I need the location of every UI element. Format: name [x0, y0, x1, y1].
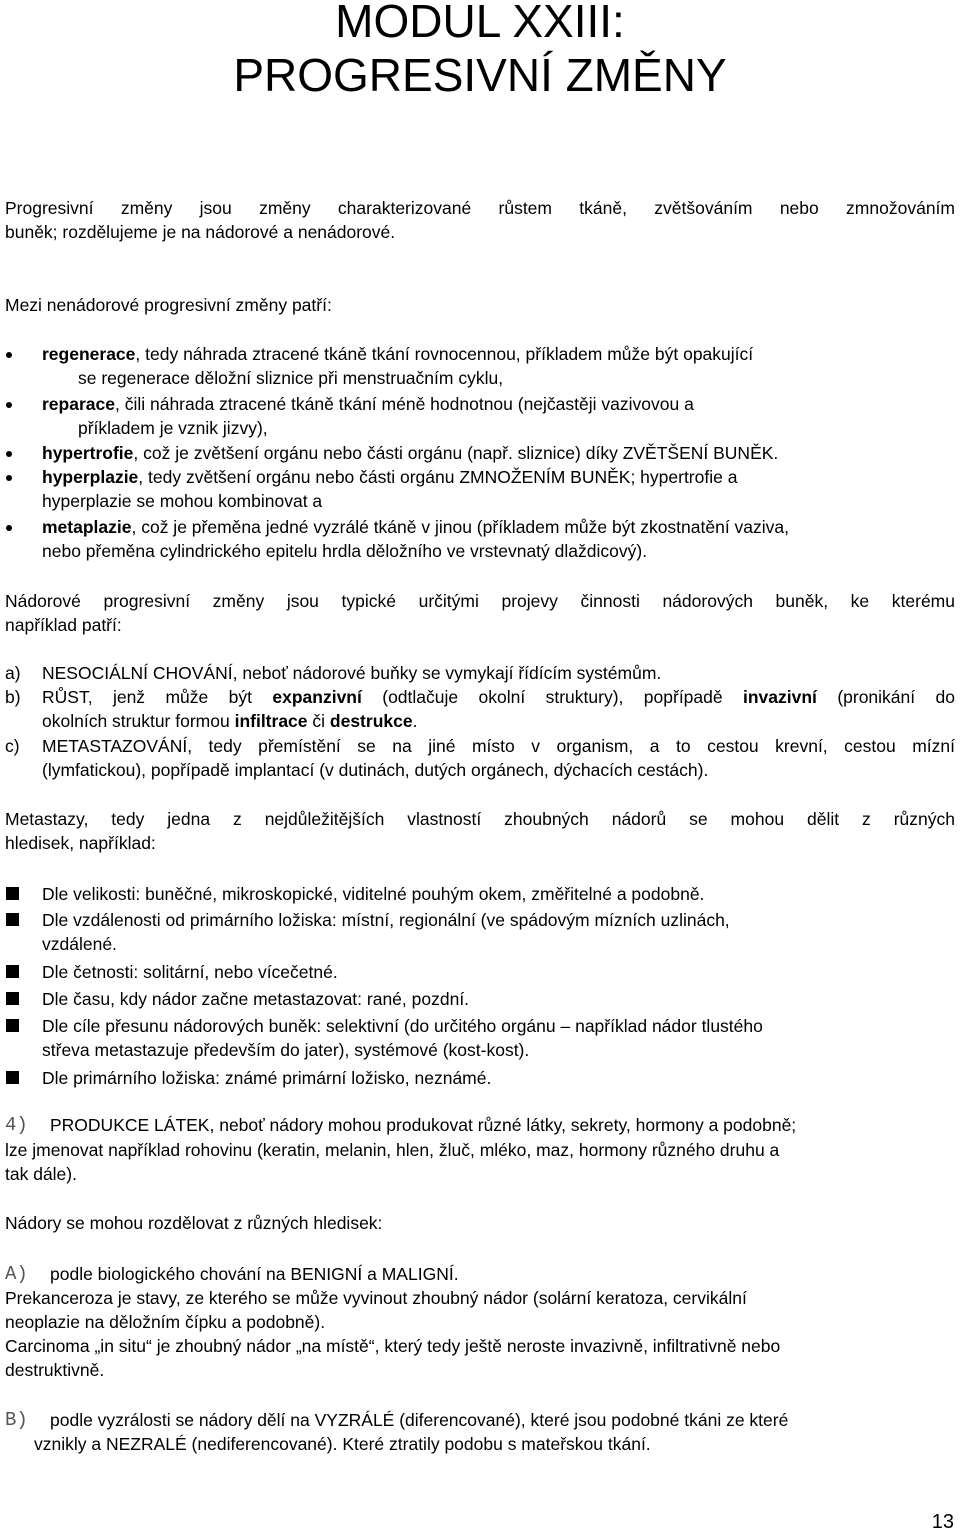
list-marker: a) [5, 663, 21, 683]
neo-item-c: METASTAZOVÁNÍ, tedy přemístění se na jiné místo v organism, a to cestou krevní, cestou mízní [42, 736, 955, 756]
list-item-text: Dle cíle přesunu nádorových buněk: selektivní (do určitého orgánu – například nádor tlustého [42, 1016, 763, 1036]
bullet-icon [6, 475, 12, 481]
bullet-icon [6, 451, 12, 457]
list-item-text [42, 392, 942, 416]
term: metaplazie [42, 517, 132, 537]
bold-term: expanzivní [272, 687, 362, 707]
term: regenerace [42, 344, 136, 364]
neo-item-b-cont [42, 709, 955, 733]
carcinoma-line-1: Carcinoma „in situ“ je zhoubný nádor „na místě“, který tedy ještě neroste invazivně, infiltrativně nebo [5, 1336, 781, 1356]
precancer-line-1: Prekanceroza je stavy, ze kterého se může vyvinout zhoubný nádor (solární keratoza, cervikální [5, 1288, 747, 1308]
list-item-cont: hyperplazie se mohou kombinovat a [42, 491, 323, 511]
bold-term: destrukce [329, 711, 413, 731]
list-item-text: Dle primárního ložiska: známé primární ložisko, neznámé. [42, 1068, 492, 1088]
bold-term: infiltrace [234, 711, 308, 731]
prod-line-1: PRODUKCE LÁTEK, neboť nádory mohou produkovat různé látky, sekrety, hormony a podobně; [50, 1115, 797, 1135]
square-bullet-icon [6, 1019, 19, 1032]
term-desc: , tedy zvětšení orgánu nebo části orgánu ZMNOŽENÍM BUNĚK; hypertrofie a [138, 467, 738, 487]
list-item-text [42, 441, 942, 465]
list-marker: B) [5, 1409, 28, 1431]
list-marker: A) [5, 1263, 28, 1285]
square-bullet-icon [6, 1071, 19, 1084]
page-number: 13 [931, 1511, 954, 1533]
list-item-cont: střeva metastazuje především do jater), systémové (kost-kost). [42, 1040, 530, 1060]
neo-line-2: například patří: [5, 615, 122, 635]
text-run: okolních struktur formou [42, 711, 235, 731]
split-item-b: podle vyzrálosti se nádory dělí na VYZRÁLÉ (diferencované), které jsou podobné tkáni ze které [50, 1410, 789, 1430]
list-item-text: Dle četnosti: solitární, nebo vícečetné. [42, 962, 338, 982]
list-item-text: Dle vzdálenosti od primárního ložiska: místní, regionální (ve spádovým mízních uzlinách, [42, 910, 730, 930]
intro-line-2: buněk; rozdělujeme je na nádorové a nenádorové. [5, 222, 396, 242]
list-marker: b) [5, 687, 21, 707]
term-desc: , čili náhrada ztracené tkáně tkání méně hodnotnou (nejčastěji vazivovou a [114, 394, 694, 414]
neo-line-1: Nádorové progresivní změny jsou typické určitými projevy činnosti nádorových buněk, ke kterému [5, 591, 955, 611]
term: hypertrofie [42, 443, 134, 463]
list-item-text: Dle velikosti: buněčné, mikroskopické, viditelné pouhým okem, změřitelné a podobně. [42, 884, 705, 904]
nonneo-heading: Mezi nenádorové progresivní změny patří: [5, 295, 332, 315]
bullet-icon [6, 525, 12, 531]
title-line-2: PROGRESIVNÍ ZMĚNY [233, 49, 727, 101]
list-item-text [42, 515, 942, 539]
split-item-a: podle biologického chování na BENIGNÍ a MALIGNÍ. [50, 1264, 459, 1284]
prod-line-2: lze jmenovat například rohovinu (keratin, melanin, hlen, žluč, mléko, maz, hormony různého druhu a [5, 1140, 780, 1160]
neo-item-b [42, 685, 955, 709]
list-item-text [42, 342, 942, 366]
square-bullet-icon [6, 913, 19, 926]
text-run: či [307, 711, 330, 731]
carcinoma-line-2: destruktivně. [5, 1360, 105, 1380]
square-bullet-icon [6, 887, 19, 900]
list-marker: c) [5, 736, 20, 756]
list-item-cont: příkladem je vznik jizvy), [78, 418, 268, 438]
split-heading: Nádory se mohou rozdělovat z různých hledisek: [5, 1213, 383, 1233]
list-item-cont: se regenerace děložní sliznice při menstruačním cyklu, [78, 368, 504, 388]
bullet-icon [6, 402, 12, 408]
meta-line-1: Metastazy, tedy jedna z nejdůležitějších vlastností zhoubných nádorů se mohou dělit z různých [5, 809, 955, 829]
text-run: RŮST, jenž může být [42, 687, 273, 707]
list-item-text [42, 465, 942, 489]
neo-item-a: NESOCIÁLNÍ CHOVÁNÍ, neboť nádorové buňky se vymykají řídícím systémům. [42, 663, 662, 683]
precancer-line-2: neoplazie na děložním čípku a podobně). [5, 1312, 326, 1332]
term: reparace [42, 394, 115, 414]
term-desc: , což je zvětšení orgánu nebo části orgánu (např. sliznice) díky ZVĚTŠENÍ BUNĚK. [133, 443, 779, 463]
split-item-b-cont: vznikly a NEZRALÉ (nediferencované). Které ztratily podobu s mateřskou tkání. [34, 1434, 651, 1454]
bullet-icon [6, 352, 12, 358]
term-desc: , tedy náhrada ztracené tkáně tkání rovnocennou, příkladem může být opakující [135, 344, 754, 364]
square-bullet-icon [6, 965, 19, 978]
list-marker: 4) [5, 1114, 28, 1136]
title-line-1: MODUL XXIII: [335, 0, 625, 47]
neo-item-c-cont: (lymfatickou), popřípadě implantací (v dutinách, dutých orgánech, dýchacích cestách). [42, 760, 709, 780]
term-desc: , což je přeměna jedné vyzrálé tkáně v jinou (příkladem může být zkostnatění vaziva, [131, 517, 790, 537]
list-item-cont: vzdálené. [42, 934, 117, 954]
list-item-text: Dle času, kdy nádor začne metastazovat: rané, pozdní. [42, 989, 470, 1009]
list-item-cont: nebo přeměna cylindrického epitelu hrdla děložního ve vrstevnatý dlaždicový). [42, 541, 648, 561]
text-run: (odtlačuje okolní struktury), popřípadě [361, 687, 743, 707]
term: hyperplazie [42, 467, 139, 487]
prod-line-3: tak dále). [5, 1164, 77, 1184]
meta-line-2: hledisek, například: [5, 833, 156, 853]
text-run: . [412, 711, 418, 731]
text-run: (pronikání do [816, 687, 955, 707]
bold-term: invazivní [743, 687, 817, 707]
intro-line-1: Progresivní změny jsou změny charakterizované růstem tkáně, zvětšováním nebo zmnožováním [5, 198, 955, 218]
square-bullet-icon [6, 992, 19, 1005]
